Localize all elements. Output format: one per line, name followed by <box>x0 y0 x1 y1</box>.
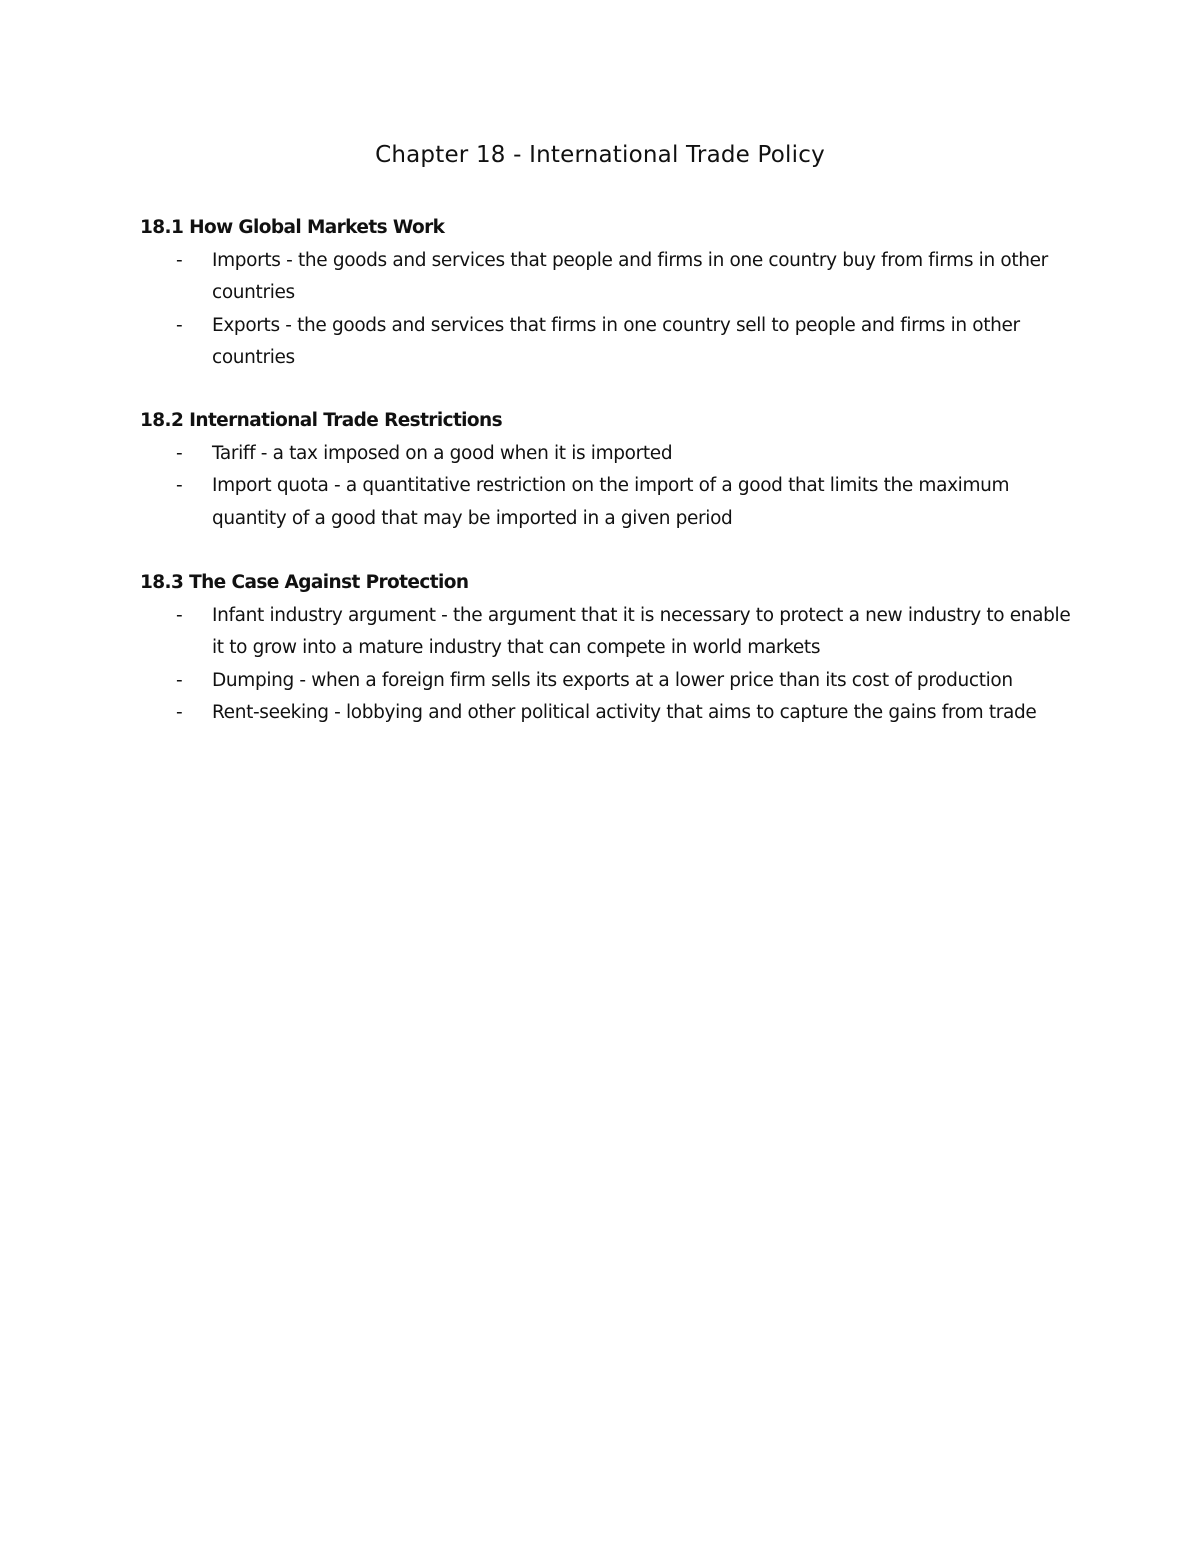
section-heading: 18.1 How Global Markets Work <box>140 217 445 238</box>
list-item-text: Import quota - a quantitative restriction on the import of a good that limits the maximum quantity of a good that may be imported in a given period <box>212 475 1010 529</box>
bullet-list <box>140 438 1080 536</box>
list-item <box>140 310 1080 375</box>
bullet-list <box>140 600 1080 730</box>
dash-bullet: - <box>176 702 183 723</box>
section-heading: 18.2 International Trade Restrictions <box>140 410 503 431</box>
list-item <box>140 697 1080 730</box>
list-item-text: Infant industry argument - the argument that it is necessary to protect a new industry to enable it to grow into a mature industry that can compete in world markets <box>212 604 1071 658</box>
list-item <box>140 665 1080 698</box>
list-item-text: Dumping - when a foreign firm sells its exports at a lower price than its cost of production <box>212 669 1013 691</box>
list-item-text: Tariff - a tax imposed on a good when it is imported <box>212 442 673 464</box>
list-item <box>140 245 1080 310</box>
list-item-text: Exports - the goods and services that firms in one country sell to people and firms in other countries <box>212 314 1020 368</box>
section-heading: 18.3 The Case Against Protection <box>140 572 469 593</box>
dash-bullet: - <box>176 442 183 464</box>
section-international-trade-restrictions <box>140 405 1080 535</box>
list-item <box>140 438 1080 471</box>
list-item-text: Imports - the goods and services that people and firms in one country buy from firms in other countries <box>212 249 1048 303</box>
dash-bullet: - <box>176 249 183 271</box>
section-case-against-protection <box>140 567 1080 730</box>
dash-bullet: - <box>176 475 183 496</box>
bullet-list <box>140 245 1080 375</box>
page-title: Chapter 18 - International Trade Policy <box>375 142 825 168</box>
dash-bullet: - <box>176 604 183 626</box>
list-item-text: Rent-seeking - lobbying and other political activity that aims to capture the gains from trade <box>212 702 1037 723</box>
dash-bullet: - <box>176 314 183 336</box>
dash-bullet: - <box>176 669 183 691</box>
section-how-global-markets-work <box>140 212 1080 375</box>
list-item <box>140 470 1080 535</box>
list-item <box>140 600 1080 665</box>
